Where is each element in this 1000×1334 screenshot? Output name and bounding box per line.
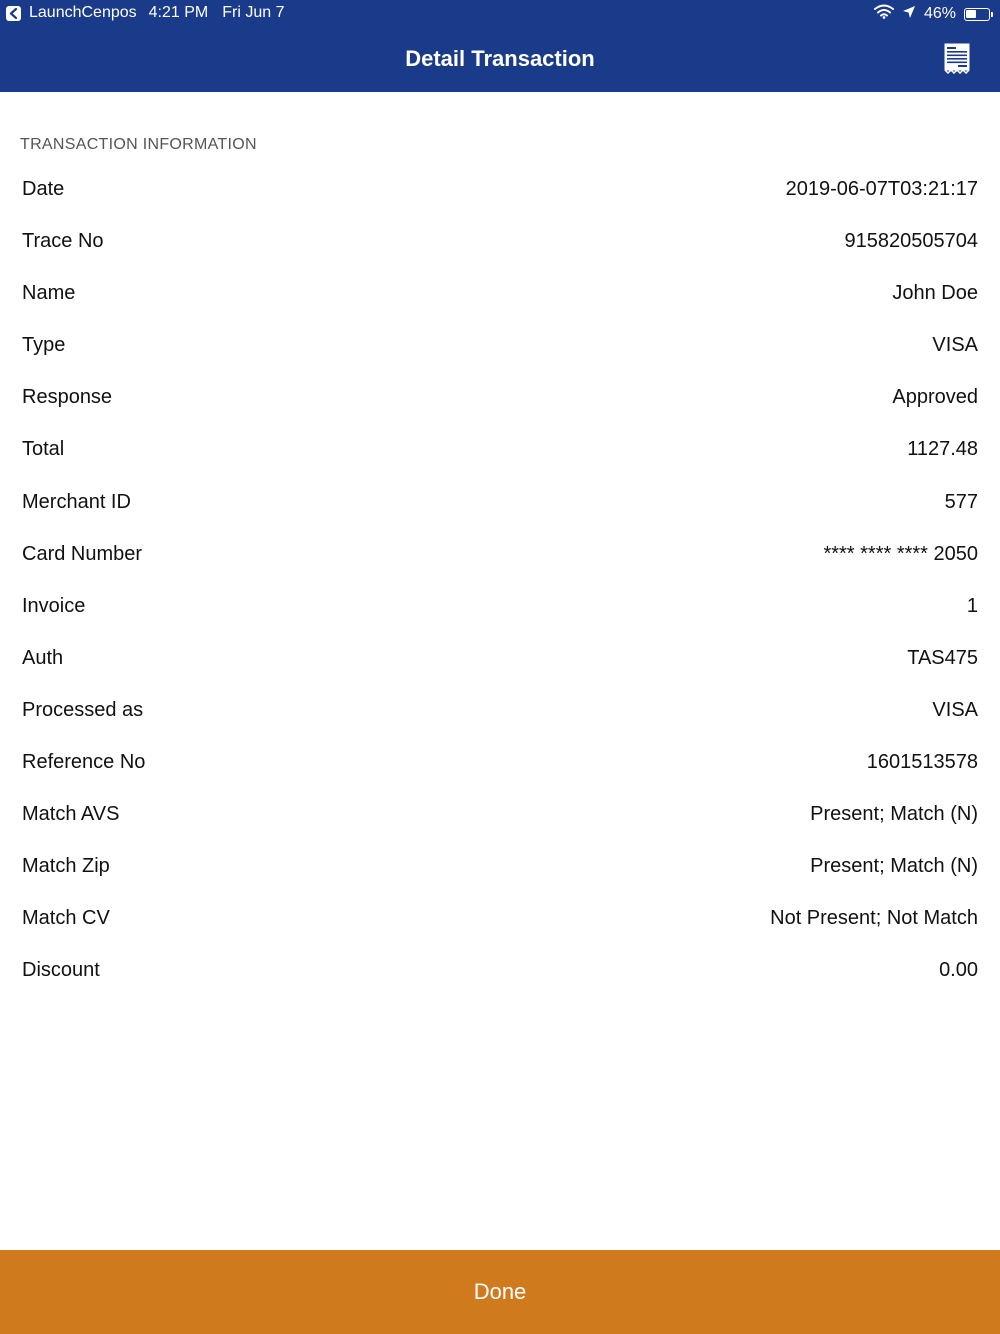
status-date: Fri Jun 7 <box>222 4 285 21</box>
receipt-icon <box>942 42 972 74</box>
info-row-label: Merchant ID <box>22 490 131 513</box>
info-row-label: Card Number <box>22 542 143 565</box>
back-app-link[interactable]: LaunchCenpos <box>29 4 137 21</box>
info-row-label: Name <box>22 282 76 305</box>
info-row-value: Not Present; Not Match <box>770 907 978 930</box>
info-row <box>0 529 1000 581</box>
info-row-label: Match Zip <box>22 855 110 878</box>
info-row-label: Response <box>22 386 113 409</box>
info-row <box>0 945 1000 997</box>
status-right <box>874 4 990 24</box>
info-row-label: Reference No <box>22 751 146 774</box>
battery-icon <box>964 8 990 21</box>
page-title: Detail Transaction <box>405 46 595 71</box>
info-row <box>0 737 1000 789</box>
info-row-value: 577 <box>944 490 978 513</box>
info-row <box>0 268 1000 320</box>
status-time: 4:21 PM <box>148 4 209 21</box>
info-row <box>0 320 1000 372</box>
back-arrow-icon[interactable] <box>6 6 21 21</box>
info-row-value: Present; Match (N) <box>810 803 978 826</box>
info-row <box>0 893 1000 945</box>
info-row-value: 1127.48 <box>907 438 978 461</box>
info-row-value: Approved <box>892 386 978 409</box>
info-row <box>0 164 1000 216</box>
info-row-label: Match CV <box>22 907 110 930</box>
navigation-bar <box>0 0 1000 92</box>
info-row-label: Auth <box>22 646 64 669</box>
info-row-label: Processed as <box>22 698 144 721</box>
battery-level <box>966 10 976 18</box>
transaction-info-list <box>0 164 1000 998</box>
info-row <box>0 633 1000 685</box>
info-row-value: **** **** **** 2050 <box>823 542 978 565</box>
info-row-value: TAS475 <box>907 646 978 669</box>
info-row-value: 915820505704 <box>844 230 978 253</box>
info-row-label: Trace No <box>22 230 104 253</box>
info-row-label: Discount <box>22 959 100 982</box>
battery-percent: 46% <box>923 5 956 22</box>
info-row-value: 2019-06-07T03:21:17 <box>785 178 978 200</box>
location-arrow-icon <box>902 5 916 24</box>
receipt-button[interactable] <box>942 42 972 74</box>
info-row-value: 1601513578 <box>866 751 978 774</box>
info-row-label: Total <box>22 438 65 461</box>
info-row-value: 0.00 <box>939 959 978 982</box>
info-row-label: Type <box>22 334 66 357</box>
info-row <box>0 581 1000 633</box>
status-bar <box>0 0 1000 28</box>
wifi-icon <box>874 4 894 24</box>
status-left <box>6 4 284 22</box>
info-row-label: Date <box>22 178 65 200</box>
info-row-value: 1 <box>966 594 978 617</box>
info-row <box>0 789 1000 841</box>
info-row-value: VISA <box>932 334 978 357</box>
info-row <box>0 685 1000 737</box>
info-row-label: Invoice <box>22 594 86 617</box>
info-row <box>0 841 1000 893</box>
info-row-value: John Doe <box>892 282 978 305</box>
info-row <box>0 372 1000 424</box>
info-row <box>0 477 1000 529</box>
info-row <box>0 424 1000 476</box>
section-header: TRANSACTION INFORMATION <box>20 136 257 153</box>
info-row-value: Present; Match (N) <box>810 855 978 878</box>
info-row-value: VISA <box>932 698 978 721</box>
done-button[interactable]: Done <box>0 1250 1000 1334</box>
info-row <box>0 216 1000 268</box>
info-row-label: Match AVS <box>22 803 120 826</box>
